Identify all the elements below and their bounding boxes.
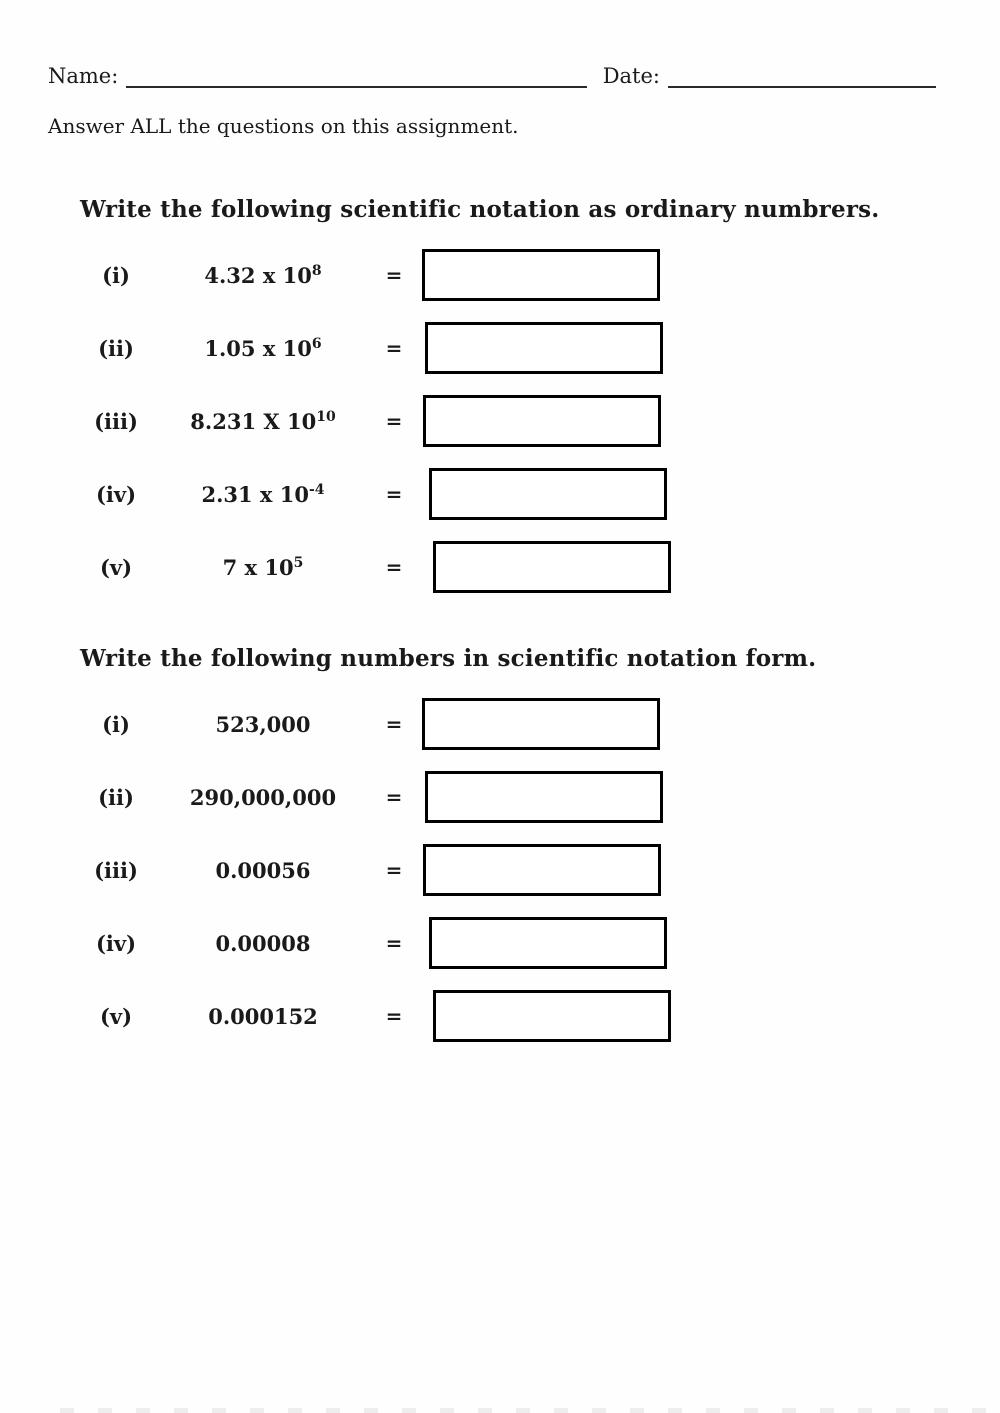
section-scientific-to-ordinary (80, 196, 1000, 593)
section-title: Write the following numbers in scientific notation form. (80, 645, 817, 672)
date-blank-field[interactable] (668, 62, 936, 88)
question-number: (iii) (94, 408, 138, 434)
equals-sign: = (385, 555, 403, 579)
date-label: Date: (602, 64, 660, 88)
expression-exponent: -4 (308, 481, 325, 498)
answer-box[interactable] (425, 771, 663, 823)
question-row (80, 395, 1000, 447)
answer-box[interactable] (433, 541, 671, 593)
expression-exponent: 5 (293, 554, 304, 571)
expression-base: 290,000,000 (189, 784, 337, 810)
question-number: (iii) (94, 857, 138, 883)
expression-base: 0.00008 (215, 930, 311, 956)
question-expression (152, 1004, 374, 1029)
question-number: (iv) (95, 481, 137, 507)
question-row (80, 468, 1000, 520)
expression-base: 1.05 x 10 (204, 335, 312, 361)
question-number: (v) (99, 1003, 133, 1029)
expression-exponent: 10 (316, 408, 336, 425)
expression-base: 4.32 x 10 (204, 262, 312, 288)
question-expression (152, 263, 374, 288)
question-row (80, 771, 1000, 823)
question-expression (152, 336, 374, 361)
equals-sign: = (385, 336, 403, 360)
question-number: (i) (102, 262, 130, 288)
answer-box[interactable] (429, 917, 667, 969)
answer-box[interactable] (422, 249, 660, 301)
question-number: (iv) (95, 930, 137, 956)
section-number-to-scientific (80, 645, 1000, 1042)
question-expression (152, 409, 374, 434)
expression-base: 0.000152 (208, 1003, 318, 1029)
equals-sign: = (385, 263, 403, 287)
question-row (80, 990, 1000, 1042)
question-row (80, 541, 1000, 593)
equals-sign: = (385, 712, 403, 736)
equals-sign: = (385, 1004, 403, 1028)
answer-box[interactable] (423, 395, 661, 447)
question-expression (152, 712, 374, 737)
equals-sign: = (385, 785, 403, 809)
answer-box[interactable] (429, 468, 667, 520)
name-date-line (48, 62, 936, 88)
question-row (80, 322, 1000, 374)
question-row (80, 249, 1000, 301)
equals-sign: = (385, 858, 403, 882)
expression-base: 0.00056 (215, 857, 311, 883)
question-row (80, 844, 1000, 896)
name-label: Name: (48, 64, 119, 88)
question-row (80, 917, 1000, 969)
expression-base: 7 x 10 (222, 554, 294, 580)
expression-base: 8.231 X 10 (190, 408, 317, 434)
answer-box[interactable] (422, 698, 660, 750)
question-expression (152, 555, 374, 580)
question-row (80, 698, 1000, 750)
question-number: (i) (102, 711, 130, 737)
equals-sign: = (385, 482, 403, 506)
question-expression (152, 482, 374, 507)
question-number: (v) (99, 554, 133, 580)
answer-box[interactable] (433, 990, 671, 1042)
answer-box[interactable] (423, 844, 661, 896)
question-rows (80, 249, 1000, 593)
expression-exponent: 8 (311, 262, 322, 279)
question-number: (ii) (98, 335, 134, 361)
scan-cutoff-artifact (60, 1408, 990, 1413)
question-expression (152, 858, 374, 883)
question-expression (152, 931, 374, 956)
expression-base: 2.31 x 10 (201, 481, 309, 507)
name-blank-field[interactable] (126, 62, 586, 88)
question-rows (80, 698, 1000, 1042)
assignment-instruction: Answer ALL the questions on this assignment. (48, 114, 519, 138)
expression-base: 523,000 (215, 711, 311, 737)
question-expression (152, 785, 374, 810)
section-title: Write the following scientific notation as ordinary numbrers. (80, 196, 880, 223)
answer-box[interactable] (425, 322, 663, 374)
equals-sign: = (385, 931, 403, 955)
equals-sign: = (385, 409, 403, 433)
question-number: (ii) (98, 784, 134, 810)
expression-exponent: 6 (311, 335, 322, 352)
